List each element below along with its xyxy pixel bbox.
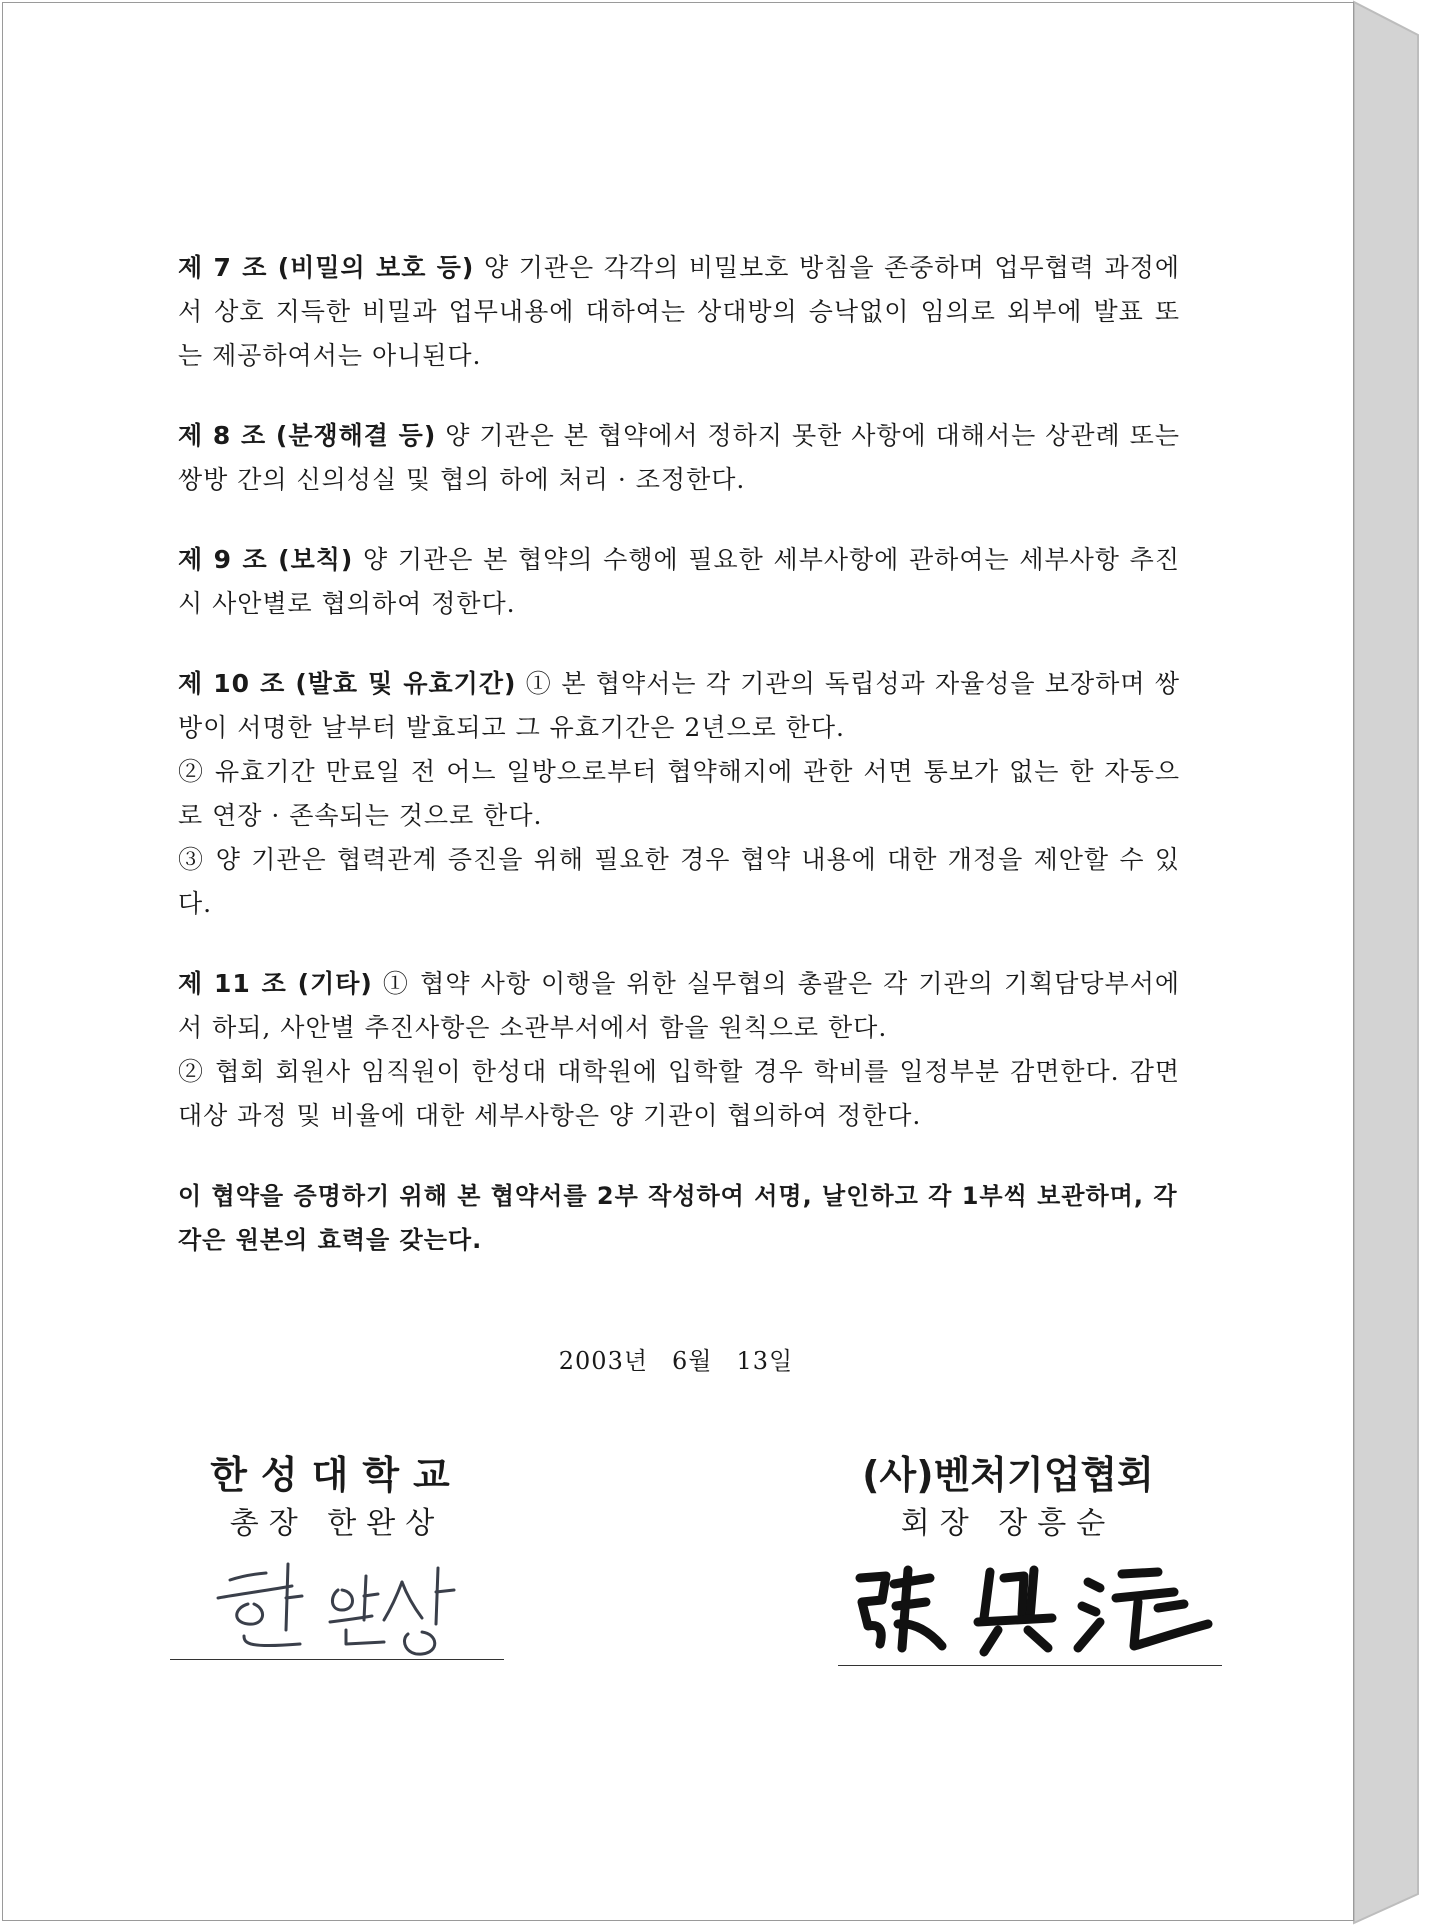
article-heading: 제 8 조 (분쟁해결 등)	[178, 421, 437, 450]
signature-left	[170, 1540, 504, 1660]
article-text: ① 본 협약서는 각 기관의 독립성과 자율성을 보장하며 쌍방이 서명한 날부터 발효되고 그 유효기간은 2년으로 한다.	[178, 669, 1180, 742]
date-month: 6월	[672, 1347, 713, 1375]
signature-right	[838, 1548, 1222, 1666]
article-text: ① 협약 사항 이행을 위한 실무협의 총괄은 각 기관의 기획담당부서에서 하되, 사안별 추진사항은 소관부서에서 함을 원칙으로 한다.	[178, 969, 1181, 1042]
party-org-name: 한성대학교	[210, 1453, 464, 1497]
article-10	[178, 662, 1180, 926]
article-9	[178, 538, 1180, 626]
party-representative: 회장 장흥순	[900, 1506, 1116, 1541]
article-heading: 제 9 조 (보칙)	[178, 545, 354, 574]
closing-statement: 이 협약을 증명하기 위해 본 협약서를 2부 작성하여 서명, 날인하고 각 1부씩 보관하며, 각각은 원본의 효력을 갖는다.	[178, 1182, 1178, 1254]
signature-line	[838, 1665, 1222, 1666]
party-representative: 총장 한완상	[229, 1506, 445, 1541]
signature-left-drawing	[170, 1540, 504, 1660]
document-body	[178, 246, 1180, 1262]
article-7	[178, 246, 1180, 378]
party-org-name: (사)벤처기업협회	[862, 1453, 1154, 1497]
article-text: ③ 양 기관은 협력관계 증진을 위해 필요한 경우 협약 내용에 대한 개정을 제안할 수 있다.	[178, 845, 1180, 918]
signing-date	[0, 1341, 1352, 1376]
signature-line	[170, 1659, 504, 1660]
article-heading: 제 7 조 (비밀의 보호 등)	[178, 253, 475, 282]
article-text: ② 유효기간 만료일 전 어느 일방으로부터 협약해지에 관한 서면 통보가 없는 한 자동으로 연장 · 존속되는 것으로 한다.	[178, 757, 1180, 830]
article-text: ② 협회 회원사 임직원이 한성대 대학원에 입학할 경우 학비를 일정부분 감면한다. 감면 대상 과정 및 비율에 대한 세부사항은 양 기관이 협의하여 정한다.	[178, 1057, 1180, 1130]
article-text: 양 기관은 본 협약의 수행에 필요한 세부사항에 관하여는 세부사항 추진시 사안별로 협의하여 정한다.	[178, 545, 1180, 618]
party-left	[170, 1448, 504, 1546]
article-11	[178, 962, 1180, 1138]
article-heading: 제 11 조 (기타)	[178, 969, 373, 998]
article-8	[178, 414, 1180, 502]
party-right	[838, 1448, 1178, 1546]
date-day: 13일	[736, 1347, 794, 1375]
date-year: 2003년	[558, 1347, 649, 1375]
article-text: 양 기관은 본 협약에서 정하지 못한 사항에 대해서는 상관례 또는 쌍방 간의 신의성실 및 협의 하에 처리 · 조정한다.	[178, 421, 1180, 494]
article-heading: 제 10 조 (발효 및 유효기간)	[178, 669, 517, 698]
signature-right-drawing	[838, 1548, 1222, 1666]
article-text: 양 기관은 각각의 비밀보호 방침을 존중하며 업무협력 과정에서 상호 지득한 비밀과 업무내용에 대하여는 상대방의 승낙없이 임의로 외부에 발표 또는 제공하여서는 아니된다.	[178, 253, 1180, 370]
